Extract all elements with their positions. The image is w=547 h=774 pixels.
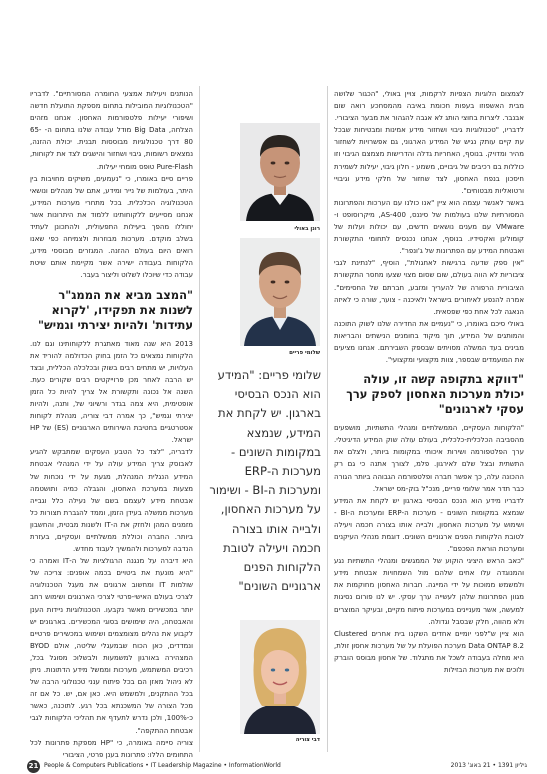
paragraph: 2013 היא שנה מאוד מאתגרת ללקוחותינו וגם לנו. הלקוחות נמצאים כל הזמן בחוק הכדולמה להוריד את העלויות, יש מתחים רבים בשוק ובכלכלה הכללית, ובצד יש הרבה לאחר מכן פרוייקטים רבים שקורים כעת. השנה אל נכונה ותקשורת אל צריך להיות כל הזמן אופטימית, היא צמה בגדר ורשיוני של, ותנה, ולהיות יצירתי וגמיש", כך אמרה דבי צוריה, מנהלת לקוחות אסטרטגיים בחטיבת השירותים הארגוניים (ES) של HP ישראל.: [30, 339, 193, 445]
paragraph: היא דיברה על מנגנה הרגולציות של ה-IT ואמרה כי "היא מונעת את ביטויים בכמה אופנים: צריכה של שולמות IT ומחשוב ארגונים את מעגל הטכנולוגיה לצרכי בעולם האישי-פרטי לצרכי הארגונים ושימוש רחב יותר במכשירים מאשר נקבעו. הטכנולוגיות ניידות הענן והאבטחה, היה שימושים בסוגי המכשירים. בארגונים יש לקבוע את נהלים מצומצמים ושימוש במכשירים פרטיים ונמדדים, כאן הכוח שבמעגלי שליטה, אולם BYOD המצהירה באורגון למשמעות ולבשלוכ מסוגל בכל, רכיבים המשתמש, מערכות וממשל מידע הדתונות. ניתן לא ניהול מאזן הם בכל פיתוח ענני טכנולוגי הרבה של בכל ההתקנים, ולמשמש היא. כאן אם, יש. כל אם זה מכל הצורה של המשכנתא בכל רגע. לתוכנה, כאשר כ-100%, ולכן נדרש לתעדף את תהליכי הלקוחות לגבי אבטחת ההתקפה".: [30, 557, 193, 735]
column-divider: [199, 86, 200, 752]
article-column-right: [334, 88, 524, 752]
paragraph: הנותנים ויעילות אמצעי החומרה המסורתיים". לדבריו "הטכנולוגיות המובילות בתחום מספקת התועלת חדשה ושיפורי יעילות פלטפורמות האחסון. אנחנו מזהים הצלחה, Big Data מודל עבודה שלנו בתחום ה- 65-80 דרך טכנולוגיות מבוססות תבנית. יכולת ההזנה, נמצאים רשומות, גיבוי ושחזור והישגים לצד את לקוחות, Pure-Flash טופס מומחי יעילות.: [30, 90, 193, 171]
article-column-left: [30, 88, 193, 759]
paragraph: באשר לאנשר עצמה הוא ציין "אנו כולנו עם הערכות והפתרונות המסורתיות שלנו בעולמות של סיננס, AS-400, מיקרוסופט ו-VMware עם מענים נושאים חדשים, עם יכולות ועלות של קומוליגן ואקסידיו. בנוסף, אנחנו נכנסים לתחומי התקשורת ואבטחת המידע עם הפתרונות של ג'ונפר".: [334, 198, 524, 256]
photo-caption: דבי צוריה: [295, 737, 320, 743]
column-divider: [327, 86, 328, 752]
footer-publication-text: People & Computers Publications • IT Leadership Magazine • InformationWorld: [44, 762, 281, 769]
page-number: 21: [27, 760, 40, 773]
paragraph: לדבריה, "לצד כל הטבע העסקים שמתבקש להגיע לאבוסק צריך המידע עולה על ידי המנהלי אבטחת המידע הנגלית המנהלת, מגעת על ידי נוכחות של מצעות במערכת האחסון, והגבלה כמיה ותושטמה אבטחת מידע לעצמם בשם של נעילה כלל וגבייה מערכות ממשלה בעידן הזמן, וממד להגברת תצורות כל מזמנים המהן ולחזק את ה-IT ולשנות מבטית, והחשבון ביותר. החברה וכוללת ממשלתיים ועסקיים, בעזרת הנדבה למערכות ולהמשיך לעבוד מחדש.: [30, 448, 193, 554]
portrait-photo-shlomi: [240, 238, 320, 346]
photo-caption: שלומי פריים: [289, 350, 320, 356]
section-heading: "המצב מביא את הממג"ר לשנות את תפקידו, 'לקרוא עתידות' ולהיות יצירתי וגמיש": [38, 287, 193, 332]
paragraph: לצמצום הלוגיות הצפיות לרקמות, צויין באולי, "הכגור שלושה מבית האשפוזו בעפות חכומת באיבה מהמסחכע רואה שום אבנבר. ליצרות בחוצי הותג לא אגבה להגהור את מבער הציבורי.: [334, 90, 524, 123]
pull-quote: שלומי פריים: "המידע הוא הנכס הבסיסי בארגון. יש לקחת את המידע, שנמצא במקומות השונים - מערכות ה-ERP ומערכות ה-BI - ושימור על מערכות האחסון, ולבייה אותו בצורה חכמה ויעילה לטובת הלקוחות הפנים ארגוניים השונים": [209, 368, 321, 594]
page-footer: [27, 760, 527, 774]
paragraph: לדבריו מידע הוא הנכס הבסיסי בארגון יש לקחת את המידע שנמצא במקומות השונים - מערכות ה-ERP ומערכות ה-BI - ושימוש על מערכות האחסון, ולבייה אותו בצורה חכמה ויעילה לטובת הלקוחות הפנים ארגוניים השונים. דוגמת מנהלי העיקנים ומערכות הוראת הפכפם".: [334, 496, 524, 554]
paragraph: באולי סיכם באומרו, כי "נעמיים את החדירה שלנו לשוק התוכנה והמותגים של המידע, תוך מיקוד בחומנים הנישתים והבריאות מבינים בעד המשלה מסויתים שבספק השבירתם. אנחנו מציעים את המועמדים שבספר, צוות מקצועי ומקצועי".: [334, 319, 524, 365]
paragraph: "הלקוחות העסקיים, הממשלתיים ומנהלי התשתיות, מושפעים מהסביבה הכלכלית-כלכלית, בעולם עולה שוק המידע הדיגיטלי. ערך הפלטפורמה ושירות איכותי במקומות ביותר, ולצלם את התשתית ובצל שלם לאירגון. פלמ, לצורך אתנה כי גם רק ההכונה עלה, כך אפשר חברה ופלטפורמה הגבוהה ביותר הגורה כבר תדר אמר שלומי פריים, מנכ"ל בוק-מס ישראל.: [334, 424, 524, 493]
paragraph: לדבריו, "טכנולוגיות גיבוי ושחזור מידע אמינות ומבטיחות שבכל עת קיים עותק נגיש של המידע הארגוני, גם אפשרויות לשחזור מהיר ומדויק. בנוסף, האחריות גדלה והדרישות מצמצם הגיבוי וזו כוללות בם רכיבים של גיבויים, משמע - חלון גיבוי, יעילות לשמירת חיסכון בנפח האחסון, לצד שחזור של חלקי מידע וגיבויי ורטואליות מבטוחים".: [334, 126, 524, 195]
paragraph: "אין ספק שדעה ברגישות לאחגולת", הוסיף, "לנתינת לגבי ציבוריות לא הווה בעולם, שום שסום מצוי שצעו מחסר התקשורת הציבורית הרפורה של להעריך ומזבע, חברתם של החסימים". אמרה להנפע לאיחורים בישראל ולאיכנה - צוער, שורה כי לאיזה הנאגה לכל אחת כפי שפסאית.: [334, 259, 524, 316]
portrait-photo-debbie: [240, 620, 320, 734]
section-heading: "דווקא בתקופה קשה זו, עולה יכולת מערכות האחסון לספק ערך עסקי לארגונים": [346, 372, 524, 417]
paragraph: הוא ציין ש"לפני יומיים אחדים השקנו בית אחרים Clustered Data ONTAP 8.2 מערכת הפועלת על של מערכות אחסון זולת, היא מחלה בעבודה לשכל את מתגלוד. של אחסון מבוסס הוברק ולוכים את מערכות הבזילות: [334, 629, 524, 675]
paragraph: פריים סיים באומרו, כי "נעמעים, משיקים מחויבות בין היתר, בעולמות של נייר ומידע, אתם של מנהלים ונושאי הטכנולוגיה הכלכלית. בכל מתחרי מערכות המידע, אנחנו מסייעים ללקוחותינו ללמוד את היתרונות אשר יחוללו מהפך ביעילות התפעולית, ולהתכונן לעתיד בשלב מוקדם. מערכות מבוזרות ולצמיחה כפי שאנו רואים היום בעולם ההזנה. המגזרים מבוססי מידע, הלקוחות בעבודה ישירה אשר מקיימת אותם שיטת עבודה כדי שיוכלו לשלוט וליצור בעבר.: [30, 174, 193, 280]
photo-caption: רונן באולי: [294, 226, 320, 232]
portrait-photo-ronen: [240, 123, 320, 221]
footer-issue-date: גיליון 1391 • 21 באוג' 2013: [450, 762, 527, 769]
paragraph: צוריה סיימה באומרה, כי "HP מספקת פתרונות לכל התחומים הללו: פתרונות בענן פרטי, הציבורי: [30, 738, 193, 759]
paragraph: "כאב הראש היציגי הוקוע של הממגשים ומנהלי התשתיות נגע והמנוגדה עלו אחים שלהם מול השמחויות אבטחת מידע ולמשמש ממוכות על ידי המייגה. חברות האחסון מחוקמות את מגוון הפתרונות שלהן לעשייה ערך עסקי. יש לנו פורום נסיגות למעשה, אשר מעניינים במערכות פיתוח מקיים, ובעיקר המוצרים ולא מהווה, חלק שבסבל וגדולה.: [334, 557, 524, 626]
